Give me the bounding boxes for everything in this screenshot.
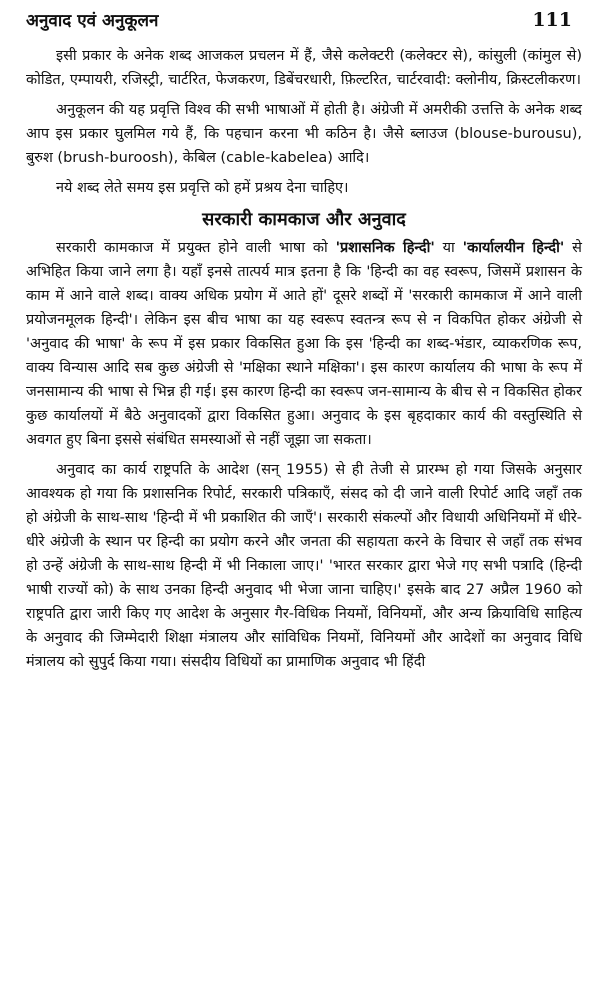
- paragraph-new-words: नये शब्द लेते समय इस प्रवृत्ति को हमें प्रश्रय देना चाहिए।: [56, 180, 349, 196]
- paragraph-examples: इसी प्रकार के अनेक शब्द आजकल प्रचलन में हैं, जैसे कलेक्टरी (कलेक्टर से), कांसुली (कांमुल से) कोडित, एम्पायरी, रजिस्ट्री, चार्टरित, फेजकरण, डिबेंचरधारी, फ़िल्टरित, चार्टरवादी: क्लोनीय, क्रिस्टलीकरण।: [26, 48, 582, 88]
- term-administrative-hindi: 'प्रशासनिक हिन्दी': [335, 240, 435, 256]
- para-text: सरकारी कामकाज में प्रयुक्त होने वाली भाषा को: [56, 240, 336, 256]
- para-text: से अभिहित किया जाने लगा है। यहाँ इनसे तात्पर्य मात्र इतना है कि 'हिन्दी का वह स्वरूप, जिसमें प्रशासन के काम में आने वाले शब्द। वाक्य अधिक प्रयोग में आते हों' दूसरे शब्दों में 'सरकारी कामकाज में आने वाली प्रयोजनमूलक हिन्दी'। लेकिन इस बीच भाषा का यह स्वरूप स्वतन्त्र रूप से न विकपित होकर अंग्रेजी से 'अनुवाद की भाषा' के रूप में इस प्रकार विकसित हुआ कि इस 'हिन्दी का शब्द-भंडार, व्याकरणिक रूप, वाक्य विन्यास आदि सब कुछ अंग्रेजी से 'मक्षिका स्थाने मक्षिका'। इस कारण कार्यालय की भाषा के रूप में जनसामान्य की भाषा से भिन्न ही गई। इस कारण हिन्दी का स्वरूप जन-सामान्य के बीच से न विकसित होकर कुछ कार्यालयों में बैठे अनुवादकों द्वारा विकसित हुआ। अनुवाद के इस बृहदाकार कार्य की वस्तुस्थिति से अवगत हुए बिना इससे संबंधित समस्याओं से नहीं जूझा जा सकता।: [26, 240, 582, 448]
- page-number: 111: [532, 9, 572, 31]
- section-heading: सरकारी कामकाज और अनुवाद: [202, 209, 406, 230]
- paragraph-presidential-order: अनुवाद का कार्य राष्ट्रपति के आदेश (सन् 1955) से ही तेजी से प्रारम्भ हो गया जिसके अनुसार आवश्यक हो गया कि प्रशासनिक रिपोर्ट, सरकारी पत्रिकाएँ, संसद को दी जाने वाली रिपोर्ट आदि जहाँ तक हो अंग्रेजी के साथ-साथ 'हिन्दी में भी प्रकाशित की जाएँ'। सरकारी संकल्पों और विधायी अधिनियमों में धीरे-धीरे अंग्रेजी के स्थान पर हिन्दी का प्रयोग करने और जनता की सहायता करने के विचार से जहाँ तक संभव हो उन्हें अंग्रेजी के साथ-साथ हिन्दी में भी निकाला जाए।' 'भारत सरकार द्वारा भेजे गए सभी पत्रादि (हिन्दी भाषी राज्यों को) के साथ उनका हिन्दी अनुवाद भी भेजा जाना चाहिए।' इसके बाद 27 अप्रैल 1960 को राष्ट्रपति द्वारा जारी किए गए आदेश के अनुसार गैर-विधिक नियमों, विनियमों, और अन्य क्रियाविधि साहित्य के अनुवाद की जिम्मेदारी शिक्षा मंत्रालय और सांविधिक नियमों, विनियमों और आदेशों का अनुवाद विधि मंत्रालय को सुपुर्द किया गया। संसदीय विधियों का प्रामाणिक अनुवाद भी हिंदी: [26, 462, 582, 670]
- paragraph-official-language: [26, 236, 582, 452]
- page-header: [26, 8, 582, 38]
- term-office-hindi: 'कार्यालयीन हिन्दी': [462, 240, 565, 256]
- paragraph-adaptation: अनुकूलन की यह प्रवृत्ति विश्व की सभी भाषाओं में होती है। अंग्रेजी में अमरीकी उत्तत्ति के अनेक शब्द आप इस प्रकार घुलमिल गये हैं, कि पहचान करना भी कठिन है। जैसे ब्लाउज (blouse-burousu), बुरुश (brush-buroosh), केबिल (cable-kabelea) आदि।: [26, 102, 582, 166]
- para-text: या: [434, 240, 463, 256]
- running-title: अनुवाद एवं अनुकूलन: [26, 11, 159, 31]
